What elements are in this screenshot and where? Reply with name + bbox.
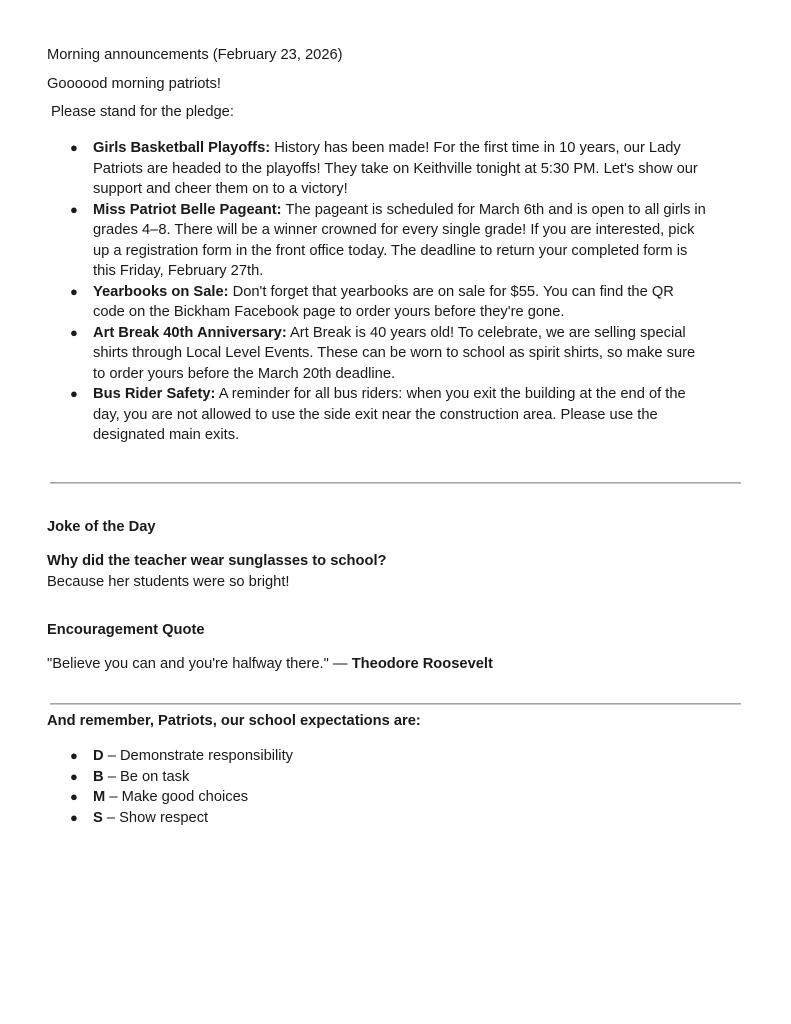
- quote-text: "Believe you can and you're halfway there." —: [47, 656, 352, 672]
- announcement-text: designated main exits.: [93, 427, 240, 443]
- announcement-text: code on the Bickham Facebook page to order yours before they're gone.: [93, 304, 565, 320]
- expectation-text: – Demonstrate responsibility: [103, 748, 293, 764]
- bullet-icon: ●: [70, 789, 78, 804]
- section-divider: [50, 482, 741, 484]
- bullet-icon: ●: [70, 324, 78, 340]
- announcement-text: History has been made! For the first time in 10 years, our Lady: [270, 140, 681, 156]
- announcement-heading: Girls Basketball Playoffs:: [93, 140, 271, 156]
- announcements-list: [47, 138, 747, 446]
- section-divider: [50, 703, 741, 705]
- expectation-letter: B: [93, 768, 104, 785]
- bullet-icon: ●: [70, 748, 78, 763]
- bullet-icon: ●: [70, 283, 78, 299]
- announcement-item: [47, 200, 747, 282]
- quote-title: Encouragement Quote: [47, 622, 205, 638]
- announcement-text: The pageant is scheduled for March 6th and is open to all girls in: [281, 201, 706, 218]
- expectation-item: [47, 767, 747, 788]
- greeting: Goooood morning patriots!: [47, 76, 221, 92]
- announcement-heading: Art Break 40th Anniversary:: [93, 324, 287, 341]
- joke-answer: Because her students were so bright!: [47, 574, 290, 590]
- announcement-text: up a registration form in the front office today. The deadline to return your completed form is: [93, 242, 688, 259]
- expectation-letter: D: [93, 748, 104, 764]
- joke-question: Why did the teacher wear sunglasses to school?: [47, 553, 387, 569]
- announcement-heading: Miss Patriot Belle Pageant:: [93, 201, 282, 218]
- expectation-item: [47, 808, 747, 829]
- announcement-text: to order yours before the March 20th deadline.: [93, 365, 396, 382]
- announcement-text: shirts through Local Level Events. These can be worn to school as spirit shirts, so make sure: [93, 345, 696, 361]
- expectation-text: – Show respect: [102, 809, 209, 826]
- bullet-icon: ●: [70, 140, 78, 155]
- page-title: Morning announcements (February 23, 2026): [47, 47, 343, 63]
- bullet-icon: ●: [70, 201, 78, 217]
- expectation-item: [47, 746, 747, 767]
- announcement-text: day, you are not allowed to use the side exit near the construction area. Please use the: [93, 406, 658, 423]
- expectation-text: – Be on task: [103, 768, 190, 785]
- bullet-icon: ●: [70, 768, 78, 784]
- announcement-item: [47, 384, 747, 446]
- expectation-text: – Make good choices: [105, 789, 249, 805]
- announcement-text: grades 4–8. There will be a winner crowned for every single grade! If you are interested, pick: [93, 222, 695, 238]
- bullet-icon: ●: [70, 386, 78, 401]
- announcement-text: Art Break is 40 years old! To celebrate, we are selling special: [286, 324, 686, 341]
- pledge-instruction: Please stand for the pledge:: [51, 104, 234, 120]
- announcement-text: Don't forget that yearbooks are on sale for $55. You can find the QR: [228, 283, 674, 300]
- expectation-item: [47, 787, 747, 808]
- announcement-text: support and cheer them on to a victory!: [93, 181, 348, 197]
- announcement-item: [47, 138, 747, 200]
- announcement-text: A reminder for all bus riders: when you exit the building at the end of the: [215, 386, 686, 402]
- expectations-list: [47, 746, 747, 828]
- announcement-item: [47, 282, 747, 323]
- announcement-item: [47, 323, 747, 385]
- expectations-intro: And remember, Patriots, our school expectations are:: [47, 713, 421, 729]
- announcement-heading: Yearbooks on Sale:: [93, 283, 229, 300]
- announcement-text: this Friday, February 27th.: [93, 263, 264, 279]
- bullet-icon: ●: [70, 809, 78, 825]
- announcement-text: Patriots are headed to the playoffs! They take on Keithville tonight at 5:30 PM. Let's show our: [93, 160, 698, 177]
- expectation-letter: M: [93, 789, 106, 805]
- quote-author: Theodore Roosevelt: [351, 656, 493, 672]
- joke-title: Joke of the Day: [47, 519, 156, 535]
- expectation-letter: S: [93, 809, 103, 826]
- announcement-heading: Bus Rider Safety:: [93, 386, 216, 402]
- quote-line: [47, 654, 493, 674]
